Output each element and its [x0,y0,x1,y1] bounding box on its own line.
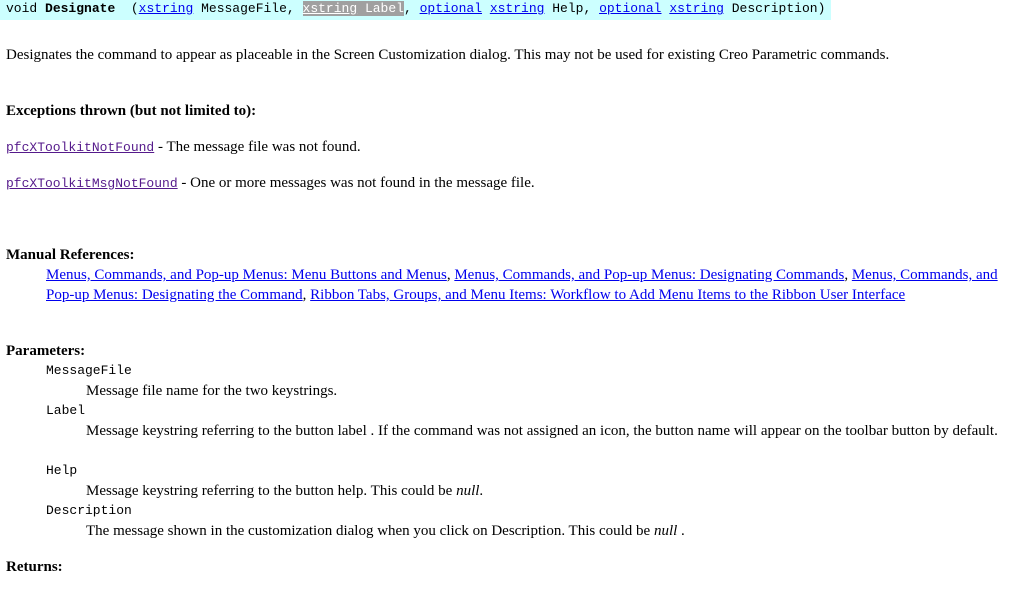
null-keyword: null [653,523,678,539]
separator: , [302,287,311,303]
exception-item [6,137,361,158]
returns-heading: Returns: [6,559,63,575]
reference-link-menu-buttons[interactable]: Menus, Commands, and Pop-up Menus: Menu Buttons and Menus [46,267,447,283]
param-desc-help [86,481,1021,501]
param-desc-label: Message keystring referring to the button label . If the command was not assigned an icon, the button name will appear on the toolbar button by default. [86,423,998,439]
reference-link-designating-commands[interactable]: Menus, Commands, and Pop-up Menus: Designating Commands [454,267,845,283]
param-name-label: Label [46,403,86,418]
close-paren: ) [817,1,826,16]
null-keyword: null [456,483,480,499]
optional-link-2[interactable]: optional [599,1,662,16]
param-name-help: Help [46,463,78,478]
reference-link-ribbon-workflow[interactable]: Ribbon Tabs, Groups, and Menu Items: Workflow to Add Menu Items to the Ribbon User Interface [310,287,906,303]
arg-message-file: MessageFile, [201,1,295,16]
method-description: Designates the command to appear as placeable in the Screen Customization dialog. This may not be used for existing Creo Parametric commands. [6,47,890,63]
type-link-xstring-1[interactable]: xstring [138,1,194,16]
param-desc-message-file: Message file name for the two keystrings. [86,383,338,399]
optional-link-1[interactable]: optional [419,1,483,16]
param-desc-text: . [479,483,484,499]
param-name-message-file: MessageFile [46,363,132,378]
separator: , [446,267,455,283]
separator: , [844,267,852,283]
param-desc-text: . [677,523,685,539]
reference-link-designating-the-command[interactable]: Menus, Commands, and Pop-up Menus: Designating the Command [46,267,998,303]
type-link-xstring-4[interactable]: xstring [669,1,724,16]
parameters-heading: Parameters: [6,343,86,359]
arg-label: Label [364,1,404,16]
type-link-xstring-2[interactable]: xstring [302,1,358,16]
exception-link-msg-not-found[interactable]: pfcXToolkitMsgNotFound [6,176,178,191]
comma: , [403,1,412,16]
arg-description: Description [731,1,818,16]
return-type: void [6,1,38,16]
type-link-xstring-3[interactable]: xstring [489,1,545,16]
exception-link-not-found[interactable]: pfcXToolkitNotFound [6,140,155,155]
exception-text: - One or more messages was not found in the message file. [177,175,535,191]
manual-references-list [46,265,1021,305]
exception-item [6,173,535,194]
exceptions-heading: Exceptions thrown (but not limited to): [6,103,257,119]
param-desc-description [86,521,1021,541]
method-signature [0,0,831,20]
manual-references-heading: Manual References: [6,247,135,263]
highlighted-arg-label [303,1,404,16]
open-paren: ( [130,1,139,16]
param-desc-text: The message shown in the customization dialog when you click on Description. This could be [86,523,654,539]
method-name: Designate [45,1,116,16]
exception-text: - The message file was not found. [154,139,361,155]
arg-help: Help, [552,1,592,16]
param-desc-text: Message keystring referring to the button help. This could be [86,483,457,499]
param-name-description: Description [46,503,132,518]
